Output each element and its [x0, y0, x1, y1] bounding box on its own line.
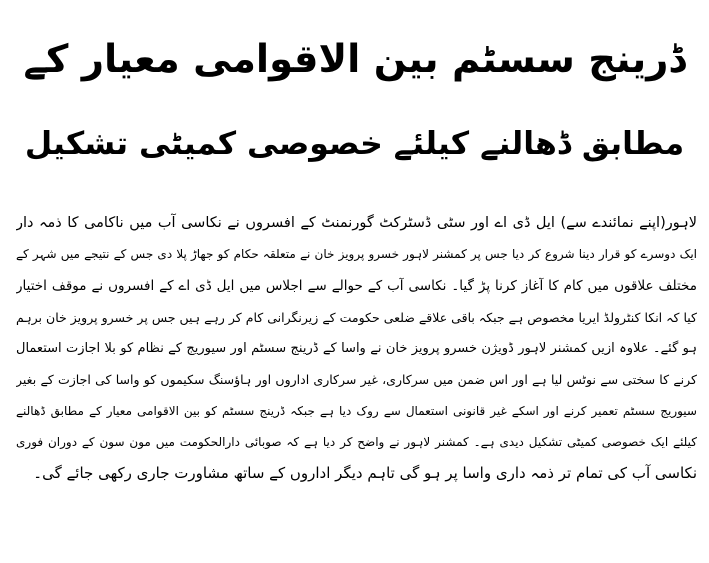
body-line: کیا کہ انکا کنٹرولڈ ایریا مخصوص ہے جبکہ باقی علاقے ضلعی حکومت کے زیرنگرانی کام کر رہے ہیں جس پر خسرو پرویز خان برہم — [16, 309, 697, 325]
body-line-last: نکاسی آب کی تمام تر ذمہ داری واسا پر ہو گی تاہم دیگر اداروں کے ساتھ مشاورت جاری رکھی جائے گی۔ — [33, 464, 697, 483]
body-line: سیوریج سسٹم تعمیر کرنے اور اسکے غیر قانونی استعمال سے روک دیا ہے جبکہ ڈرینج سسٹم کو بین الاقوامی معیار کے مطابق ڈھالنے — [16, 403, 697, 418]
body-line: کرنے کا سختی سے نوٹس لیا ہے اور اس ضمن میں سرکاری، غیر سرکاری اداروں اور ہاؤسنگ سکیموں کو واسا کی اجازت کے بغیر — [16, 372, 697, 388]
body-line: ایک دوسرے کو قرار دینا شروع کر دیا جس پر کمشنر لاہور خسرو پرویز خان نے متعلقہ حکام کو جھاڑ پلا دی جس کے نتیجے میں شہر کے — [16, 247, 697, 262]
headline-line-2: مطابق ڈھالنے کیلئے خصوصی کمیٹی تشکیل — [24, 126, 685, 162]
headline-line-1: ڈرینج سسٹم بین الاقوامی معیار کے — [23, 37, 686, 82]
body-line: لاہور(اپنے نمائندے سے) ایل ڈی اے اور سٹی ڈسٹرکٹ گورنمنٹ کے افسروں نے نکاسی آب میں ناکامی کا ذمہ دار — [16, 215, 697, 231]
body-line: مختلف علاقوں میں کام کا آغاز کرنا پڑ گیا۔ نکاسی آب کے حوالے سے اجلاس میں ایل ڈی اے کے افسروں نے موقف اختیار — [16, 277, 697, 294]
body-line: ہو گئے۔ علاوہ ازیں کمشنر لاہور ڈویژن خسرو پرویز خان نے واسا کے ڈرینج سسٹم اور سیوریج کے نظام کو بلا اجازت استعمال — [16, 341, 697, 357]
body-line: کیلئے ایک خصوصی کمیٹی تشکیل دیدی ہے۔ کمشنر لاہور نے واضح کر دیا ہے کہ صوبائی دارالحکومت میں مون سون کے دوران فوری — [16, 435, 697, 450]
headline — [20, 18, 689, 200]
article-body — [16, 208, 697, 558]
